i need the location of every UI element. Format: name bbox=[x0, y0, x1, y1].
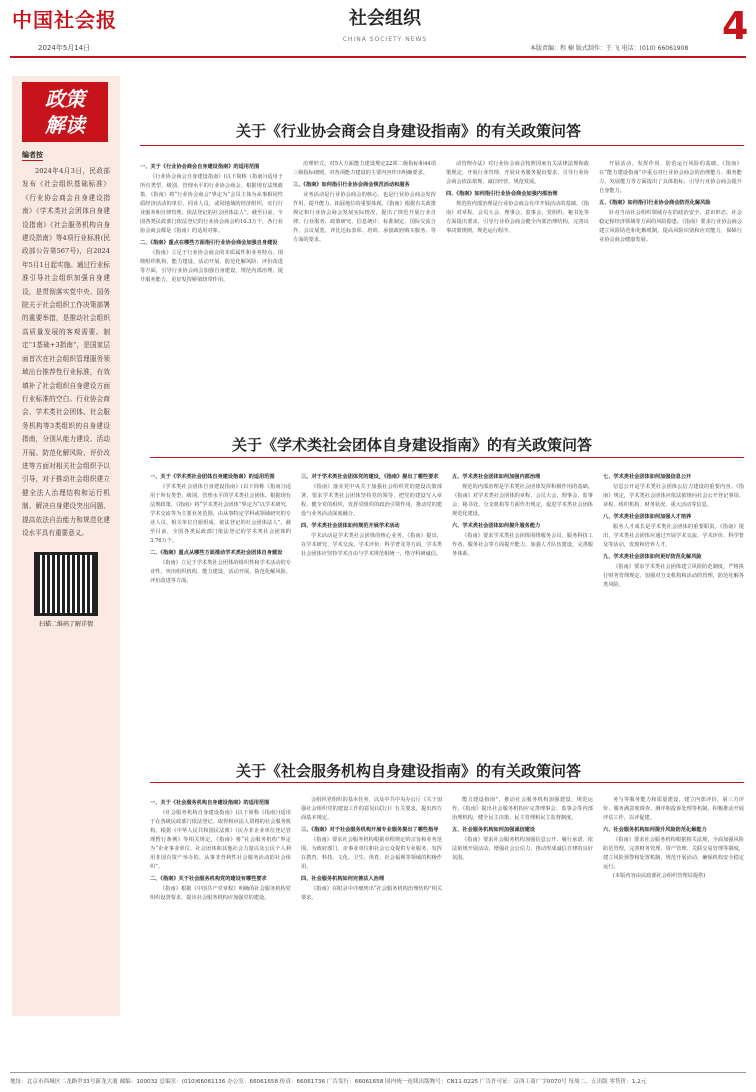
article-column bbox=[150, 796, 291, 1060]
masthead-rule bbox=[10, 56, 746, 58]
paragraph: 规范的内部治理是学术类社会团体发挥积极作用的基础。《指南》对学术类社会团体的章程、会员大会、理事会、监事会、秘书处、分支机构等方面作出规定，促进学术类社会团体规范化建设。 bbox=[452, 484, 593, 517]
article-headline: 关于《学术类社会团体自身建设指南》的有关政策问答 bbox=[232, 436, 593, 454]
headline-rule bbox=[150, 782, 744, 783]
paragraph: 信息公开是学术类社会团体公信力建设的重要内容。《指南》规定，学术类社会团体应依法依规向社会公开登记事项、章程、组织机构、财务状况、重大活动等信息。 bbox=[603, 484, 744, 508]
article-column bbox=[452, 796, 593, 1060]
paragraph: 《指南》要求社会服务机构根据相关法规，全面加强风险防范管理，完善财务管理、资产管理、关联交易管理等制度，建立风险预警和处置机制，规范开展活动，确保机构安全稳定运行。 bbox=[603, 837, 744, 870]
paragraph: 治理形式，对5大方面能力建设规定22项二级指标和44项三级指标细则，对各项能力建设的主要内容作出明确要求。 bbox=[293, 161, 436, 176]
section-heading: 三、《指南》对于社会服务机构开展专业服务提出了哪些指导 bbox=[301, 827, 439, 833]
newspaper-logo: 中国社会报 bbox=[12, 8, 117, 32]
paragraph: 服务人才成长是学术类社会团体的重要职责。《指南》提出，学术类社会团体应通过开展学术交流、学术评价、科学普及等活动，发现和培养人才。 bbox=[603, 524, 744, 548]
section-heading: 二、《指南》重点从哪些方面推动学术类社会团体自身建设 bbox=[150, 550, 283, 556]
badge-line-2: 解读 bbox=[45, 113, 85, 137]
article-headline: 关于《行业协会商会自身建设指南》的有关政策问答 bbox=[236, 122, 582, 140]
badge-line-1: 政策 bbox=[45, 87, 85, 111]
article-column bbox=[446, 160, 589, 415]
paragraph: 《指南》要求学术类社会团体建立风险防范制度，严格执行财务管理规定，加强对分支机构和活动的管理，防范化解各类风险。 bbox=[603, 564, 744, 588]
section-heading: 四、社会服务机构如何完善法人治理 bbox=[301, 876, 385, 882]
paragraph: 《指南》要求社会服务机构根据章程规定的宗旨和业务范围，为政府部门、企事业单位和社会公众提供专业服务，发挥在教育、科技、文化、卫生、体育、社会福利等领域的积极作用。 bbox=[301, 837, 442, 870]
paragraph: 《指南》立足于行业协会商会的本质属性和业务特点，围绕组织机构、能力建设、活动开展、防范化解风险、评价改进等方面，引导行业协会商会加强自身建设，规范内部治理，提升服务能力，更好发挥桥梁纽带作用。 bbox=[140, 250, 283, 283]
headline-rule bbox=[140, 145, 744, 146]
paragraph: 针对当前社会组织领域存在的政治安全、意识形态、社会稳定和经济领域等方面的风险隐患，《指南》要求行业协会商会建立风险防范和化解机制，提高风险识别和应对能力，保障行业协会商会健康发展。 bbox=[599, 210, 742, 243]
article-column bbox=[301, 796, 442, 1060]
article-column bbox=[599, 160, 742, 415]
section-title-english: CHINA SOCIETY NEWS bbox=[342, 36, 428, 43]
paragraph: 能力建设指南”，推动社会服务机构加强建设，规范运作。《指南》提出社会服务机构应完善理事会、监事会等内部治理机构，健全民主决策、民主管理和民主监督制度。 bbox=[452, 797, 593, 821]
article-column bbox=[293, 160, 436, 415]
section-heading: 五、《指南》如何指引行业协会商会防范化解风险 bbox=[599, 200, 711, 206]
qr-caption: 扫描二维码了解详情 bbox=[38, 621, 93, 629]
section-heading: 五、学术类社会团体如何加强内部治理 bbox=[452, 474, 541, 480]
section-heading: 八、学术类社会团体如何加强人才培养 bbox=[603, 514, 692, 520]
article-column bbox=[150, 470, 291, 740]
paragraph: 学术活动是学术类社会团体的核心业务。《指南》提出，在学术研究、学术交流、学术评价、科学普及等方面，学术类社会团体应坚持学术自由与学术规范相统一，恪守科研诚信。 bbox=[301, 533, 442, 557]
article-headline: 关于《社会服务机构自身建设指南》的有关政策问答 bbox=[236, 762, 582, 780]
headline-rule bbox=[150, 457, 744, 458]
issue-date: 2024年5月14日 bbox=[38, 44, 91, 52]
footer-info: 地址：北京市西城区二龙路甲33号新龙大厦 邮编：100032 总编室：(010)66061136 办公室：66061658 传真：66061736 广告发行：66061658 国内统一连续出版物号：CN11-0225 广告许可证：京西工商广字0070号 每周二、五出版 零售价：1.2元 bbox=[10, 1072, 746, 1085]
editor-note-label: 编者按 bbox=[22, 151, 43, 159]
paragraph: 《指南》在附录中详细列出“社会服务机构治理结构”相关要求。 bbox=[301, 886, 442, 901]
masthead bbox=[0, 0, 756, 58]
article-column bbox=[301, 470, 442, 740]
section-heading: 六、学术类社会团体如何提升服务能力 bbox=[452, 523, 541, 529]
section-heading: 二、《指南》关于社会服务机构党的建设有哪些要求 bbox=[150, 876, 267, 882]
paragraph: 《指南》立足于学术类社会团体的组织性和学术活动的专业性，突出组织机构、能力建设、活动开展、防范化解风险、评价改进等方面。 bbox=[150, 560, 291, 584]
page-number: 4 bbox=[722, 4, 749, 48]
paragraph: 动管理办法》对行业协会商会按照国家有关法律法规和政策规定，开展行业管理、开展业务服务提出要求，引导行业协会商会依法依规、诚信经营、规范发展。 bbox=[446, 161, 589, 185]
paragraph: 务与等服务能力和质量建设，建立内部评价、第三方评价、服务满意度调查、测评和投诉处理等机制，积极推动开展评估工作，以评促建。 bbox=[603, 797, 744, 821]
paragraph: 《指南》要求学术类社会团体围绕服务会员、服务科技工作者、服务社会等方面提升能力，加强人才队伍建设，完善服务体系。 bbox=[452, 533, 593, 557]
section-heading: 一、关于《学术类社会团体自身建设指南》的适用范围 bbox=[150, 474, 275, 480]
paragraph: 《指南》要求社会服务机构加强信息公开、履行承诺、依法依规开展活动，增强社会公信力，推动形成诚信自律的良好氛围。 bbox=[452, 837, 593, 861]
section-heading: 三、《指南》如何指引行业协会商会规范活动和服务 bbox=[293, 182, 410, 188]
section-heading: 一、关于《行业协会商会自身建设指南》的适用范围 bbox=[140, 164, 260, 170]
editor-note-sidebar bbox=[12, 76, 120, 1016]
article-column bbox=[452, 470, 593, 740]
paragraph: (本版内容由民政部社会组织管理局提供) bbox=[613, 873, 706, 879]
paragraph: 会组织党组织的基本任务，以及中共中央办公厅《关于加强社会组织党的建设工作的意见(试行)》有关要求，提出四方面基本规定。 bbox=[301, 797, 442, 821]
section-heading: 四、《指南》如何指引行业协会商会加强内部治理 bbox=[446, 191, 558, 197]
section-heading: 二、《指南》重点在哪些方面指引行业协会商会加强自身建设 bbox=[140, 240, 278, 246]
section-heading: 六、社会服务机构如何提升风险防范化解能力 bbox=[603, 827, 707, 833]
section-heading: 九、学术类社会团体如何更好防范化解风险 bbox=[603, 554, 702, 560]
article-column bbox=[603, 796, 744, 1060]
article-column bbox=[140, 160, 283, 415]
paragraph: 《指南》落实党中央关于加强社会组织党的建设决策部署，要求学术类社会团体坚持党的领导，把党的建设写入章程，健全党的组织，发挥党组织的政治引领作用，推动党的建设与业务活动深度融合。 bbox=[301, 484, 442, 517]
section-heading: 三、对于学术类社会团体党的建设，《指南》提出了哪些要求 bbox=[301, 474, 439, 480]
section-heading: 一、关于《社会服务机构自身建设指南》的适用范围 bbox=[150, 800, 270, 806]
section-heading: 四、学术类社会团体如何规范开展学术活动 bbox=[301, 523, 400, 529]
paragraph: 《社会服务机构自身建设指南》(以下简称《指南》)适用于在各级民政部门依法登记、取得相应法人资格的社会服务机构。根据《中华人民共和国民法典》《民办非企业单位登记管理暂行条例》等相关规定，《指南》将“社会服务机构”界定为“企业事业单位、社会团体和其他社会力量以及公民个人利用非国有资产举办的、从事非营利性社会服务活动的社会组织”。 bbox=[150, 810, 291, 870]
editor-note-text: 2024年4月3日，民政部发布《社会组织基础标准》《行业协会商会自身建设指南》《学术类社会团体自身建设指南》《社会服务机构自身建设指南》等4项行业标准(民政部公告第567号)，自2024年5月1日起实施。通过行业标准引导社会组织加强自身建设，是贯彻落实党中央、国务院关于社会组织工作决策部署的重要举措，是推动社会组织高质量发展的客观需要。制定“1基础+3指南”，是国家层面首次在社会组织管理服务领域出台推荐性行业标准，有效填补了社会组织自身建设方面行业标准的空白。行业协会商会、学术类社会团体、社会服务机构等3类组织的自身建设指南，分别从能力建设、活动开展、防范化解风险、评价改进等方面对相关社会组织予以引导，对于推动社会组织建立健全法人治理结构和运行机制、解决自身建设突出问题、提高依法自治能力和规范化建设水平具有重要意义。 bbox=[22, 167, 110, 537]
paragraph: 《指南》根据《中国共产党章程》明确的社会服务机构党组织设置要求，提出社会服务机构应加强党的建设。 bbox=[150, 886, 291, 901]
section-title: 社会组织 bbox=[349, 8, 421, 29]
paragraph: 规范的内部治理是行业协会商会有序开展活动的基础。《指南》对章程、会员大会、理事会、监事会、党组织、秘书处等方面提出要求，引导行业协会商会健全内部治理结构，完善议事决策规则，规范运行程序。 bbox=[446, 201, 589, 234]
paragraph: 《学术类社会团体自身建设指南》(以下简称《指南》)适用于所有类型、级别、管理水平的学术类社会团体。根据现有法规政策，《指南》将“学术类社会团体”界定为“以学术研究、学术交流等为主要业务范围，由从事特定学科或领域研究的专业人员、相关单位自愿组成，依法登记的社会团体法人”。截至目前，全国各类民政部门依法登记的学术类社会团体约3.76万个。 bbox=[150, 484, 291, 544]
article-column bbox=[603, 470, 744, 740]
policy-interpretation-badge bbox=[22, 82, 108, 142]
page-credits: 本版责编：程 楠 版式制作：王 飞 电话：(010) 66061908 bbox=[530, 45, 689, 52]
qr-code-icon[interactable] bbox=[34, 552, 98, 616]
paragraph: 开展活动、发挥作用、防范运行风险的基础。《指南》在“能力建设指南”中重点对行业协会商会的治理能力、服务能力、发展能力等方面提出了具体指标，引导行业协会商会提升自身能力。 bbox=[599, 161, 742, 194]
paragraph: 《行业协会商会自身建设指南》(以下简称《指南》)适用于所有类型、级别、管理水平的行业协会商会。根据现有法规政策，《指南》将“行业协会商会”界定为“会员主体为从事相同性质经济活动的单位、同业人员，或同地域的经济组织，实行行业服务和自律管理、依法登记的社会团体法人”。截至目前，全国各类民政部门依法登记的行业协会商会约10.3万个，各行业协会商会都是《指南》的适用对象。 bbox=[140, 174, 283, 234]
section-heading: 五、社会服务机构如何加强诚信建设 bbox=[452, 827, 536, 833]
paragraph: 业务活动是行业协会商会的核心，也是行业协会商会发挥作用、提升能力、拓展地位的重要体现。《指南》根据有关政策规定和行业协会商会发展实际情况，提出了规范开展行业自律、行业服务、政策研究、信息统计、标准制定、国际交流合作、会议展览、评比达标表彰、培训、承接政府购买服务、等方面的要求。 bbox=[293, 192, 436, 243]
section-heading: 七、学术类社会团体如何加强信息公开 bbox=[603, 474, 692, 480]
